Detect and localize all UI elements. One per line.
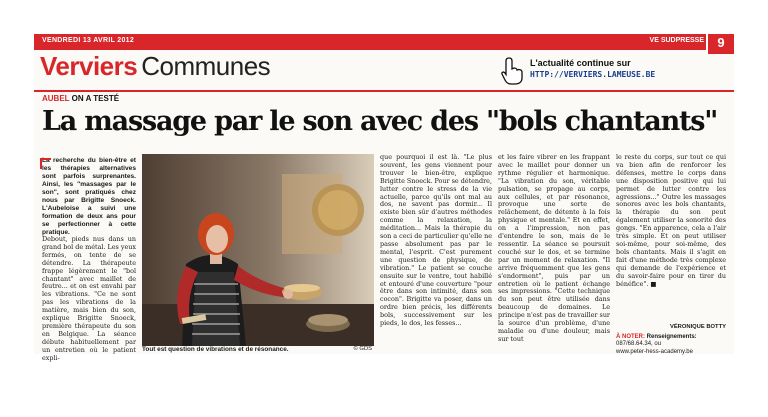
note-label-2: Renseignements:: [646, 334, 697, 340]
article-column-5: le reste du corps, sur tout ce qui va bien afin de renforcer les défenses, mettre le corps dans une disposition positive qui lui permet de lutter contre les agressions..." Outre les massages sonores avec les bols chantants, la thérapie du son peut également utiliser la sonorité des gongs. "En apparence, cela a l'air très simple. Et on peut utiliser soi-même, pour soi-même, des bols chantants. Mais il s'agit en fait d'une méthode très complexe qui demande de l'expérience et du savoir-faire pour en tirer du bénéfice". ■: [616, 153, 726, 288]
section-title: [40, 51, 270, 82]
article-lead: [42, 157, 136, 237]
kicker-place: AUBEL: [42, 94, 70, 103]
newspaper-page: [34, 34, 734, 362]
promo-text: L'actualité continue sur: [530, 58, 631, 68]
lead-corner-mark: [40, 158, 51, 169]
brand-sub: Communes: [141, 51, 271, 81]
article-photo: [142, 154, 374, 346]
author-byline: VÉRONIQUE BOTTY: [669, 324, 726, 330]
brand-name: Verviers: [40, 51, 138, 81]
section-rule: [34, 90, 734, 92]
therapist-photo-illustration: [142, 154, 374, 346]
article-column-4: et les faire vibrer en les frappant avec le maillet pour donner un rythme régulier et harmonique. "La vibration du son, véritable pulsation, se propage au corps, aux cellules, et par résonance, provoque une sorte de relâchement, de détente à la fois physique et mentale." Et en effet, on a l'impression, non pas d'entendre le son, mais de le ressentir. La séance se poursuit couché sur le dos, et se termine par un moment de relaxation. "Il arrive fréquemment que les gens s'endorment", puis par un entretien où le patient échange ses impressions. "Cette technique du son peut être utilisée dans beaucoup de domaines. Le principe n'est pas de travailler sur la source d'un problème, d'une maladie ou d'une douleur, mais sur tout: [498, 153, 610, 343]
lead-text: La recherche du bien-être et les thérapies alternatives sont parfois surprenantes. Ainsi, les "massages par le son", sont pratiqués chez nous par Brigitte Snoeck. L'Aubeloise a suivi une formation de deux ans pour se perfectionner à cette pratique.: [42, 157, 136, 236]
top-bar: [34, 34, 734, 50]
article-headline: La massage par le son avec des "bols chantants": [42, 106, 718, 137]
note-phone: 087/68.64.34, ou: [616, 341, 662, 348]
kicker-label: ON A TESTÉ: [71, 94, 120, 103]
article-column-1: Debout, pieds nus dans un grand bol de métal. Les yeux fermés, on tente de se détendre. La thérapeute frappe légèrement le "bol chantant" avec maillet de feutre... et on est envahi par les vibrations. "Ce ne sont pas les vibrations de la matière, mais bien du son, explique Brigitte Snoeck, première thérapeute du son en Belgique. La séance débute habituellement par un entretien où le patient expli-: [42, 235, 136, 362]
issue-date: VENDREDI 13 AVRIL 2012: [42, 37, 135, 44]
pointing-hand-icon: [500, 56, 526, 86]
kicker: [42, 94, 119, 103]
note-website-link[interactable]: www.peter-hess-academy.be: [616, 348, 693, 355]
info-note: [616, 334, 726, 356]
promo-url-link[interactable]: HTTP://VERVIERS.LAMEUSE.BE: [530, 70, 656, 79]
photo-credit: © GDS: [353, 346, 372, 352]
caption-text: Tout est question de vibrations et de résonance.: [142, 346, 289, 353]
note-label: À NOTER:: [616, 334, 645, 340]
photo-caption: [142, 346, 374, 353]
page-number: 9: [706, 34, 734, 54]
section-tag: VE SUDPRESSE: [649, 37, 704, 44]
article-column-3: que pourquoi il est là. "Le plus souvent, les gens viennent pour trouver le bien-être, explique Brigitte Snoeck. Pour se détendre, lutter contre le stress de la vie actuelle, parce qu'ils ont mal au dos, ne savent pas dormir... Il existe bien sûr d'autres méthodes comme la relaxation, la méditation... Mais la thérapie du son a ceci de particulier qu'elle ne passe absolument pas par le mental, l'esprit. C'est purement une question de physique, de vibration." Le patient se couche ensuite sur le ventre, tout habillé et entouré d'une couverture "pour être dans son intimité, dans son cocon". Brigitte va poser, dans un ordre bien précis, les différents bols, successivement sur les pieds, le dos, les fesses...: [380, 153, 492, 328]
